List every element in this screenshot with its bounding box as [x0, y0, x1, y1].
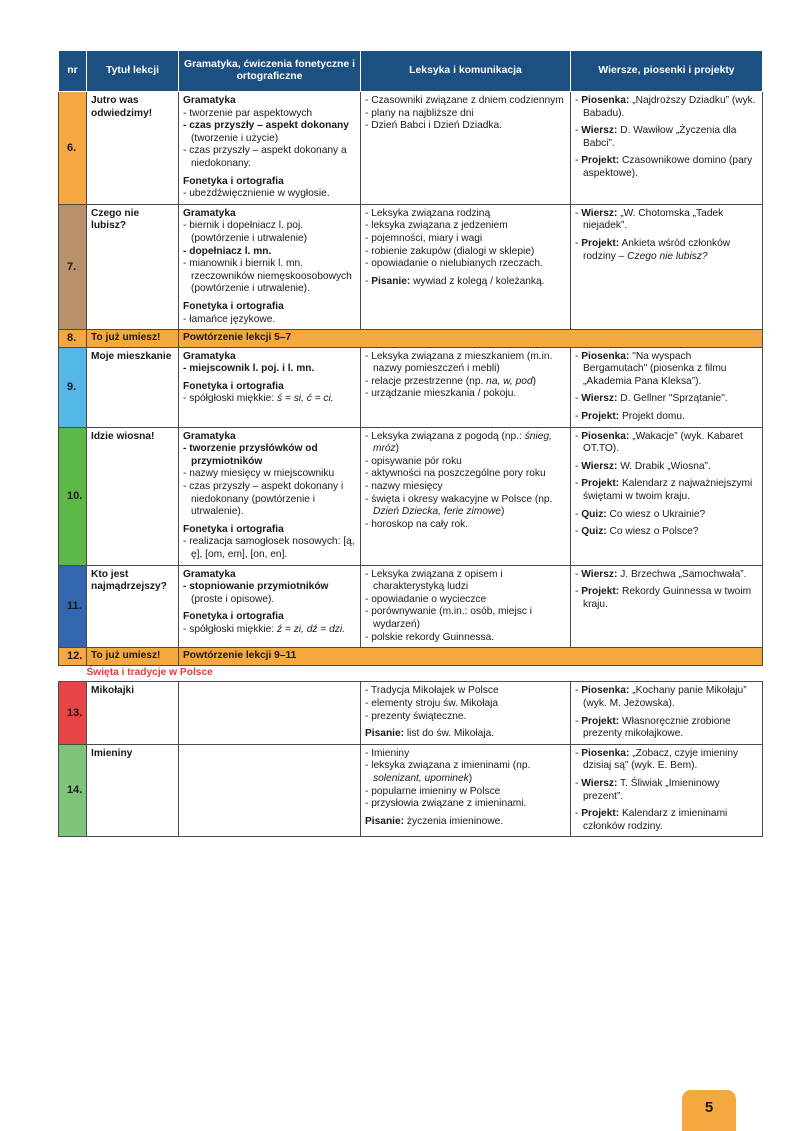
- writing-item: Pisanie: życzenia imieninowe.: [365, 815, 504, 827]
- review-description: Powtórzenie lekcji 9–11: [179, 648, 763, 666]
- review-description: Powtórzenie lekcji 5–7: [179, 330, 763, 348]
- lexis-cell: [361, 427, 571, 565]
- lesson-number: 10.: [59, 427, 87, 565]
- grammar-item: - stopniowanie przymiotników (proste i opisowe).: [183, 581, 329, 605]
- lexis-cell: [361, 347, 571, 427]
- lesson-number: 7.: [59, 204, 87, 329]
- header-row: [59, 51, 763, 92]
- grammar-cell: [179, 92, 361, 205]
- lesson-number: 6.: [59, 92, 87, 205]
- poem-item: - Wiersz: W. Drabik „Wiosna”.: [575, 460, 711, 472]
- lexis-item: - aktywności na poszczególne pory roku: [365, 468, 546, 480]
- project-item: - Projekt: Kalendarz z imieninami członków rodziny.: [575, 808, 728, 832]
- grammar-cell: [179, 347, 361, 427]
- project-item: - Projekt: Projekt domu.: [575, 411, 685, 423]
- header-poems: Wiersze, piosenki i projekty: [571, 51, 763, 92]
- lexis-cell: [361, 682, 571, 744]
- header-lexis: Leksyka i komunikacja: [361, 51, 571, 92]
- header-grammar: Gramatyka, ćwiczenia fonetyczne i ortograficzne: [179, 51, 361, 92]
- grammar-item: - czas przyszły – aspekt dokonany i niedokonany (powtórzenie i utrwalenie).: [183, 481, 344, 518]
- poem-item: - Wiersz: D. Gellner "Sprzątanie".: [575, 393, 728, 405]
- lexis-item: - leksyka związana z jedzeniem: [365, 220, 508, 232]
- lexis-item: - elementy stroju św. Mikołaja: [365, 697, 499, 709]
- lexis-item: - przysłowia związane z imieninami.: [365, 798, 527, 810]
- project-item: - Projekt: Rekordy Guinnessa w twoim kraju.: [575, 586, 752, 610]
- song-item: - Piosenka: „Zobacz, czyje imieniny dzisiaj są” (wyk. E. Bem).: [575, 747, 739, 772]
- poem-item: - Wiersz: „W. Chotomska „Tadek niejadek”.: [575, 207, 724, 232]
- project-item: - Projekt: Kalendarz z najważniejszymi świętami w twoim kraju.: [575, 478, 753, 503]
- grammar-item: - biernik i dopełniacz l. poj. (powtórzenie i utrwalenie): [183, 220, 308, 244]
- lexis-item: - Leksyka związana z pogodą (np.: śnieg, mróz): [365, 430, 552, 455]
- project-item: - Projekt: Ankieta wśród członków rodziny – Czego nie lubisz?: [575, 237, 731, 262]
- lesson-row-10: [59, 427, 763, 565]
- lesson-row-6: [59, 92, 763, 205]
- poems-cell: [571, 744, 763, 837]
- grammar-cell: [179, 682, 361, 744]
- lexis-item: - porównywanie (m.in.: osób, miejsc i wydarzeń): [365, 606, 533, 630]
- phonetics-item: - realizacja samogłosek nosowych: [ą, ę], [om, em], [on, en].: [183, 536, 355, 560]
- lexis-cell: [361, 204, 571, 329]
- poems-cell: [571, 204, 763, 329]
- lesson-row-13: [59, 682, 763, 744]
- lexis-item: - opisywanie pór roku: [365, 455, 462, 467]
- lesson-row-11: [59, 565, 763, 648]
- writing-item: - Pisanie: wywiad z kolegą / koleżanką.: [365, 275, 545, 287]
- project-item: - Projekt: Własnoręcznie zrobione prezenty mikołajkowe.: [575, 715, 731, 740]
- lexis-item: - prezenty świąteczne.: [365, 710, 467, 722]
- lexis-item: - relacje przestrzenne (np. na, w, pod): [365, 375, 537, 387]
- grammar-item: - tworzenie par aspektowych: [183, 107, 313, 119]
- grammar-heading: Gramatyka: [183, 568, 236, 580]
- lexis-item: - Dzień Babci i Dzień Dziadka.: [365, 120, 503, 132]
- lesson-row-7: [59, 204, 763, 329]
- lesson-number: 9.: [59, 347, 87, 427]
- lessons-table: [58, 50, 763, 837]
- lexis-item: - horoskop na cały rok.: [365, 518, 469, 530]
- section-row: [59, 665, 763, 682]
- phonetics-heading: Fonetyka i ortografia: [183, 523, 284, 535]
- lesson-number: 8.: [59, 330, 87, 348]
- lesson-number: 11.: [59, 565, 87, 648]
- poems-cell: [571, 347, 763, 427]
- poem-item: - Wiersz: D. Wawiłow „Życzenia dla Babci”.: [575, 125, 737, 149]
- lesson-title: Imieniny: [87, 744, 179, 837]
- poems-cell: [571, 427, 763, 565]
- lexis-item: - urządzanie mieszkania / pokoju.: [365, 388, 517, 400]
- grammar-heading: Gramatyka: [183, 207, 236, 219]
- lexis-item: - polskie rekordy Guinnessa.: [365, 631, 495, 643]
- grammar-heading: Gramatyka: [183, 430, 236, 442]
- lexis-item: - Leksyka związana z mieszkaniem (m.in. nazwy pomieszczeń i mebli): [365, 350, 553, 375]
- grammar-cell: [179, 565, 361, 648]
- poems-cell: [571, 92, 763, 205]
- phonetics-item: - ubezdźwięcznienie w wygłosie.: [183, 188, 330, 200]
- lesson-title: Moje mieszkanie: [87, 347, 179, 427]
- grammar-item: - tworzenie przysłówków od przymiotników: [183, 443, 318, 467]
- phonetics-heading: Fonetyka i ortografia: [183, 175, 284, 187]
- song-item: - Piosenka: "Na wyspach Bergamutach" (piosenka z filmu „Akademia Pana Kleksa”).: [575, 350, 727, 387]
- grammar-heading: Gramatyka: [183, 95, 236, 106]
- poem-item: - Wiersz: T. Śliwiak „Imieninowy prezent”.: [575, 777, 720, 802]
- lesson-title: To już umiesz!: [87, 648, 179, 666]
- phonetics-heading: Fonetyka i ortografia: [183, 611, 284, 623]
- lexis-item: - leksyka związana z imieninami (np. solenizant, upominek): [365, 760, 531, 784]
- grammar-cell: [179, 427, 361, 565]
- lesson-title: To już umiesz!: [87, 330, 179, 348]
- lesson-row-14: [59, 744, 763, 837]
- lesson-row-9: [59, 347, 763, 427]
- lexis-item: - Leksyka związana rodziną: [365, 207, 491, 219]
- grammar-heading: Gramatyka: [183, 350, 236, 362]
- header-title: Tytuł lekcji: [87, 51, 179, 92]
- writing-item: Pisanie: list do św. Mikołaja.: [365, 728, 495, 740]
- lexis-item: - Imieniny: [365, 747, 410, 759]
- grammar-cell: [179, 744, 361, 837]
- grammar-item: - nazwy miesięcy w miejscowniku: [183, 468, 335, 480]
- lexis-item: - Leksyka związana z opisem i charakterystyką ludzi: [365, 568, 503, 593]
- lexis-item: - opowiadanie o nielubianych rzeczach.: [365, 258, 543, 270]
- lexis-item: - Czasowniki związane z dniem codziennym: [365, 95, 564, 106]
- grammar-item: - czas przyszły – aspekt dokonany a niedokonany.: [183, 145, 347, 169]
- song-item: - Piosenka: „Kochany panie Mikołaju” (wyk. M. Jeżowska).: [575, 685, 747, 709]
- lexis-item: - pojemności, miary i wagi: [365, 232, 483, 244]
- lexis-item: - nazwy miesięcy: [365, 481, 443, 493]
- song-item: - Piosenka: „Najdroższy Dziadku” (wyk. Babadu).: [575, 95, 756, 119]
- phonetics-item: - spółgłoski miękkie: ź = zi, dź = dzi.: [183, 623, 345, 635]
- page-number: 5: [682, 1090, 736, 1131]
- lesson-title: Idzie wiosna!: [87, 427, 179, 565]
- grammar-item: - miejscownik l. poj. i l. mn.: [183, 363, 315, 375]
- phonetics-heading: Fonetyka i ortografia: [183, 380, 284, 392]
- lesson-number: 13.: [59, 682, 87, 744]
- lesson-title: Czego nie lubisz?: [87, 204, 179, 329]
- lexis-item: - robienie zakupów (dialogi w sklepie): [365, 245, 535, 257]
- phonetics-item: - łamańce językowe.: [183, 313, 276, 325]
- project-item: - Projekt: Czasownikowe domino (pary aspektowe).: [575, 155, 753, 179]
- review-row-12: [59, 648, 763, 666]
- lexis-cell: [361, 744, 571, 837]
- poem-item: - Wiersz: J. Brzechwa „Samochwała”.: [575, 568, 747, 580]
- grammar-item: - mianownik i biernik l. mn. rzeczowników niemęskoosobowych (powtórzenie i utrwalenie).: [183, 258, 352, 295]
- lexis-item: - Tradycja Mikołajek w Polsce: [365, 685, 499, 697]
- lesson-title: Jutro was odwiedzimy!: [87, 92, 179, 205]
- grammar-item: - dopełniacz l. mn.: [183, 245, 272, 257]
- lexis-item: - popularne imieniny w Polsce: [365, 785, 501, 797]
- lesson-number: 12.: [59, 648, 87, 666]
- poems-cell: [571, 565, 763, 648]
- section-label: Święta i tradycje w Polsce: [86, 666, 213, 678]
- lesson-title: Mikołajki: [87, 682, 179, 744]
- lexis-cell: [361, 565, 571, 648]
- phonetics-item: - spółgłoski miękkie: ś = si, ć = ci.: [183, 393, 334, 405]
- review-row-8: [59, 330, 763, 348]
- lesson-number: 14.: [59, 744, 87, 837]
- lexis-item: - opowiadanie o wycieczce: [365, 593, 487, 605]
- quiz-item: - Quiz: Co wiesz o Ukrainie?: [575, 508, 706, 520]
- lesson-title: Kto jest najmądrzejszy?: [87, 565, 179, 648]
- song-item: - Piosenka: „Wakacje” (wyk. Kabaret OT.TO).: [575, 430, 743, 455]
- lexis-item: - plany na najbliższe dni: [365, 107, 474, 119]
- lexis-item: - święta i okresy wakacyjne w Polsce (np. Dzień Dziecka, ferie zimowe): [365, 493, 553, 518]
- poems-cell: [571, 682, 763, 744]
- quiz-item: - Quiz: Co wiesz o Polsce?: [575, 526, 699, 538]
- header-nr: nr: [59, 51, 87, 92]
- phonetics-heading: Fonetyka i ortografia: [183, 300, 284, 312]
- grammar-cell: [179, 204, 361, 329]
- lexis-cell: [361, 92, 571, 205]
- grammar-item: - czas przyszły – aspekt dokonany (tworzenie i użycie): [183, 120, 349, 144]
